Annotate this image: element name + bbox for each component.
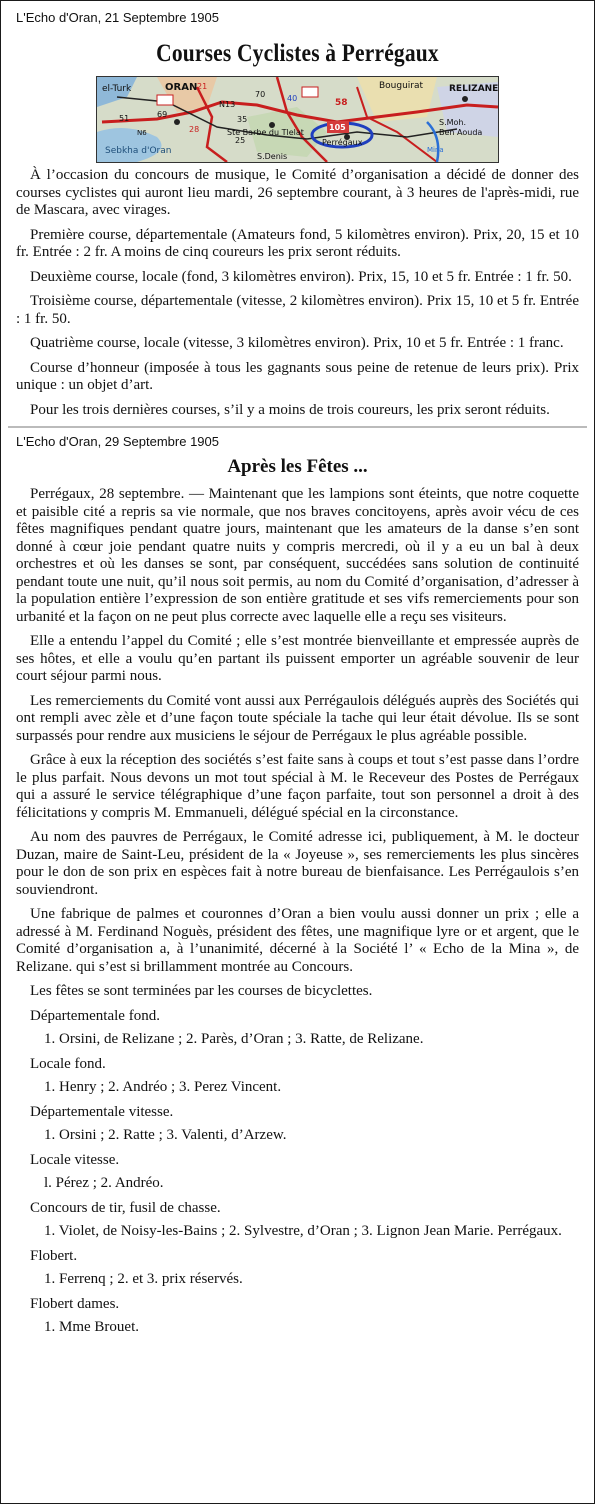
result-entry: 1. Henry ; 2. Andréo ; 3. Perez Vincent. xyxy=(44,1078,282,1095)
map-label-oran: ORAN xyxy=(165,82,198,93)
article2-source: L'Echo d'Oran, 29 Septembre 1905 xyxy=(16,434,219,449)
result-category: Départementale vitesse. xyxy=(30,1103,174,1120)
map-route-35: 35 xyxy=(237,115,248,124)
map-label-sdenis: S.Denis xyxy=(257,152,288,161)
article1-source: L'Echo d'Oran, 21 Septembre 1905 xyxy=(16,10,219,25)
article2-paragraph: Grâce à eux la réception des sociétés s’est faite sans à coups et tout s’est passe dans l’ordre le plus parfait. Nous devons un mot tout spécial à M. le Receveur des Postes de Perrégaux qui a assuré le service télégraphique d’une façon parfaite, tout son personnel a droit à des félicitations y compris M. Emmanueli, délégué spécial en la circonstance. xyxy=(16,752,579,821)
article1-paragraph: Pour les trois dernières courses, s’il y a moins de trois coureurs, les prix seront réduits. xyxy=(30,401,550,418)
result-entry: 1. Orsini ; 2. Ratte ; 3. Valenti, d’Arzew. xyxy=(44,1126,287,1143)
map-label-relizane: RELIZANE xyxy=(449,84,499,94)
result-category: Locale vitesse. xyxy=(30,1151,120,1168)
map-label-ben-aouda: Ben Aouda xyxy=(439,128,483,137)
map-route-69: 69 xyxy=(157,110,168,119)
result-category: Flobert. xyxy=(30,1247,78,1264)
map-route-n13: N13 xyxy=(219,100,236,109)
article1-paragraph: Deuxième course, locale (fond, 3 kilomètres environ). Prix, 15, 10 et 5 fr. Entrée : 1 fr. 50. xyxy=(30,268,572,285)
map-route-51: 51 xyxy=(119,114,130,123)
region-map xyxy=(96,76,499,163)
result-category: Concours de tir, fusil de chasse. xyxy=(30,1199,221,1216)
race-results xyxy=(16,1008,579,1336)
result-entry: 1. Mme Brouet. xyxy=(44,1318,139,1335)
article2-paragraph: Les fêtes se sont terminées par les courses de bicyclettes. xyxy=(30,983,373,999)
result-category: Locale fond. xyxy=(30,1055,106,1072)
map-route-58: 58 xyxy=(335,98,348,108)
result-category: Flobert dames. xyxy=(30,1295,120,1312)
map-route-70: 70 xyxy=(255,90,266,99)
map-route-28: 28 xyxy=(189,125,200,134)
article2-title: Après les Fêtes ... xyxy=(227,456,368,477)
result-entry: 1. Orsini, de Relizane ; 2. Parès, d’Oran ; 3. Ratte, de Relizane. xyxy=(44,1030,424,1047)
article1-paragraph: Première course, départementale (Amateurs fond, 5 kilomètres environ). Prix, 20, 15 et 10 fr. Entrée : 2 fr. A moins de cinq coureurs les prix seront réduits. xyxy=(16,226,579,260)
map-route-n6: N6 xyxy=(137,129,147,137)
article1-title: Courses Cyclistes à Perrégaux xyxy=(156,40,439,67)
article1-paragraph: Troisième course, départementale (vitesse, 2 kilomètres environ). Prix 15, 10 et 5 fr. Entrée : 1 fr. 50. xyxy=(16,293,579,327)
article1-paragraph: Course d’honneur (imposée à tous les gagnants sous peine de retenue de leurs prix). Prix unique : un objet d’art. xyxy=(16,359,579,393)
map-route-105: 105 xyxy=(329,123,346,132)
map-label-smoh: S.Moh. xyxy=(439,118,467,127)
article2-paragraph: Les remerciements du Comité vont aussi aux Perrégaulois délégués auprès des Sociétés qui ont rempli avec zèle et d’une façon toute spéciale la tache qui leur était dévolue. Ils se sont surpassés pour rendre aux musiciens le séjour de Perrégaux le plus agréable possible. xyxy=(16,692,579,744)
map-label-elturk: el-Turk xyxy=(102,84,132,94)
article2-body xyxy=(16,486,579,1001)
article2-paragraph: Perrégaux, 28 septembre. — Maintenant que les lampions sont éteints, que notre coquette et paisible cité a repris sa vie normale, que nos braves concitoyens, après avoir vécu de ces fêtes magnifiques pendant quatre jours, maintenant que les amateurs de la danse s’en sont donné à cœur joie pendant quatre nuits y compris mercredi, où il y a eu un bal à deux orchestres et où les danses se sont, par conséquent, succédées sans solution de continuité pendant toute une nuit, qu’il nous soit permis, au nom du Comité d’organisation, d’adresser à la population entière l’expression de son entière gratitude et ses vifs remerciements pour son urbanité et la façon on ne peut plus correcte avec laquelle elle a reçu ses visiteurs. xyxy=(16,486,579,625)
map-label-ste-barbe: Ste Barbe du Tlelat xyxy=(227,128,304,137)
section-divider xyxy=(8,426,587,428)
article1-paragraph: Quatrième course, locale (vitesse, 3 kilomètres environ). Prix, 10 et 5 fr. Entrée : 1 franc. xyxy=(30,335,564,351)
result-entry: 1. Ferrenq ; 2. et 3. prix réservés. xyxy=(44,1270,243,1287)
map-label-mina: Mina xyxy=(427,146,444,154)
map-route-40: 40 xyxy=(287,94,298,103)
article2-paragraph: Au nom des pauvres de Perrégaux, le Comité adresse ici, publiquement, à M. le docteur Duzan, maire de Saint-Leu, président de la « Joyeuse », ses remerciements les plus sincères pour le don de son prix en espèces fait à notre bureau de bienfaisance. Les Perrégaulois s’en souviendront. xyxy=(16,829,579,898)
map-label-perregaux: Perrégaux xyxy=(322,138,363,147)
result-category: Départementale fond. xyxy=(30,1007,160,1024)
result-entry: 1. Violet, de Noisy-les-Bains ; 2. Sylvestre, d’Oran ; 3. Lignon Jean Marie. Perrégaux. xyxy=(44,1222,562,1239)
article2-paragraph: Une fabrique de palmes et couronnes d’Oran a bien voulu aussi donner un prix ; elle a adressé à M. Ferdinand Noguès, président des fêtes, une magnifique lyre or et argent, que le Comité d’organisation a, à l’unanimité, décerné à la Société l’ « Echo de la Mina », de Relizane. qui s’est si brillamment montrée au Concours. xyxy=(16,906,579,975)
map-route-21: 21 xyxy=(197,82,208,91)
map-label-bouguirat: Bouguirat xyxy=(379,81,424,91)
article2-paragraph: Elle a entendu l’appel du Comité ; elle s’est montrée bienveillante et empressée auprès de ses hôtes, et elle a voulu qu’en partant ils puissent emporter un agréable souvenir de leur court séjour parmi nous. xyxy=(16,633,579,684)
article1-paragraph: À l’occasion du concours de musique, le Comité d’organisation a décidé de donner des courses cyclistes qui auront lieu mardi, 26 septembre courant, à 3 heures de l'après-midi, rue de Mascara, avec virages. xyxy=(16,167,579,218)
result-entry: l. Pérez ; 2. Andréo. xyxy=(44,1174,164,1191)
map-label-sebkha: Sebkha d'Oran xyxy=(105,146,172,156)
article1-body xyxy=(16,167,579,419)
map-route-25: 25 xyxy=(235,136,246,145)
